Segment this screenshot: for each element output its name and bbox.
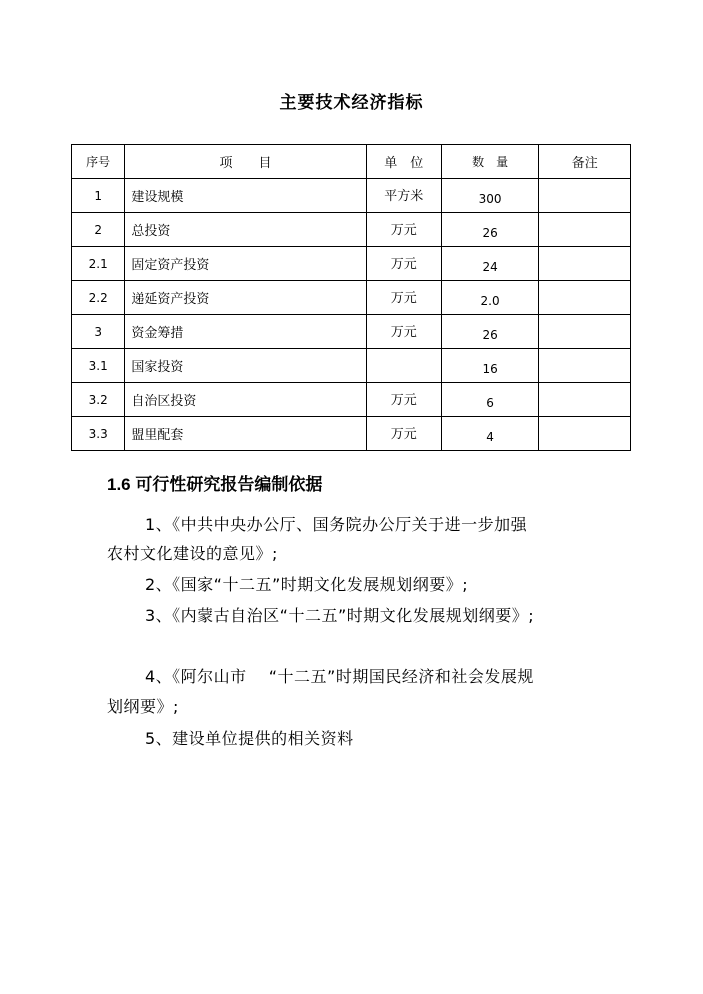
- cell-item: 资金筹措: [125, 315, 366, 349]
- cell-no: 3: [72, 315, 125, 349]
- cell-note: [539, 315, 631, 349]
- cell-qty: 300: [441, 179, 539, 213]
- header-qty: 数 量: [441, 145, 539, 179]
- cell-no: 1: [72, 179, 125, 213]
- cell-qty: 6: [441, 383, 539, 417]
- cell-note: [539, 179, 631, 213]
- basis-item-4-line-2: 划纲要》;: [107, 697, 179, 716]
- table-row: [72, 349, 631, 383]
- section-heading: 1.6 可行性研究报告编制依据: [107, 475, 323, 494]
- cell-unit: 万元: [366, 417, 441, 451]
- cell-item: 递延资产投资: [125, 281, 366, 315]
- cell-no: 3.1: [72, 349, 125, 383]
- cell-note: [539, 383, 631, 417]
- cell-note: [539, 213, 631, 247]
- table-header-row: [72, 145, 631, 179]
- cell-unit: 万元: [366, 247, 441, 281]
- table-row: [72, 213, 631, 247]
- header-note: 备注: [539, 145, 631, 179]
- cell-unit: 平方米: [366, 179, 441, 213]
- basis-item-1-line-2: 农村文化建设的意见》;: [107, 544, 278, 563]
- cell-item: 总投资: [125, 213, 366, 247]
- cell-qty: 26: [441, 213, 539, 247]
- cell-no: 3.3: [72, 417, 125, 451]
- cell-qty: 26: [441, 315, 539, 349]
- cell-qty: 24: [441, 247, 539, 281]
- cell-item: 盟里配套: [125, 417, 366, 451]
- basis-item-4-line-1: 4、《阿尔山市 “十二五”时期国民经济和社会发展规: [145, 667, 534, 686]
- basis-item-2: 2、《国家“十二五”时期文化发展规划纲要》;: [145, 575, 469, 594]
- header-no: 序号: [72, 145, 125, 179]
- cell-item: 自治区投资: [125, 383, 366, 417]
- page-title: 主要技术经济指标: [279, 93, 424, 113]
- cell-note: [539, 417, 631, 451]
- cell-qty: 2.0: [441, 281, 539, 315]
- basis-item-1-line-1: 1、《中共中央办公厅、国务院办公厅关于进一步加强: [145, 515, 528, 534]
- basis-item-3: 3、《内蒙古自治区“十二五”时期文化发展规划纲要》;: [145, 606, 535, 625]
- cell-no: 2.2: [72, 281, 125, 315]
- cell-item: 建设规模: [125, 179, 366, 213]
- table-row: [72, 383, 631, 417]
- cell-note: [539, 247, 631, 281]
- table-row: [72, 315, 631, 349]
- cell-note: [539, 281, 631, 315]
- table-row: [72, 179, 631, 213]
- cell-item: 固定资产投资: [125, 247, 366, 281]
- cell-unit: 万元: [366, 281, 441, 315]
- table-row: [72, 281, 631, 315]
- table-row: [72, 417, 631, 451]
- cell-item: 国家投资: [125, 349, 366, 383]
- cell-unit: [366, 349, 441, 383]
- cell-no: 2.1: [72, 247, 125, 281]
- header-unit: 单 位: [366, 145, 441, 179]
- table-row: [72, 247, 631, 281]
- cell-qty: 16: [441, 349, 539, 383]
- basis-item-5: 5、建设单位提供的相关资料: [145, 729, 354, 748]
- cell-unit: 万元: [366, 315, 441, 349]
- cell-qty: 4: [441, 417, 539, 451]
- cell-note: [539, 349, 631, 383]
- cell-unit: 万元: [366, 383, 441, 417]
- indicators-table: [71, 144, 631, 451]
- header-item: 项 目: [125, 145, 366, 179]
- cell-no: 3.2: [72, 383, 125, 417]
- cell-unit: 万元: [366, 213, 441, 247]
- cell-no: 2: [72, 213, 125, 247]
